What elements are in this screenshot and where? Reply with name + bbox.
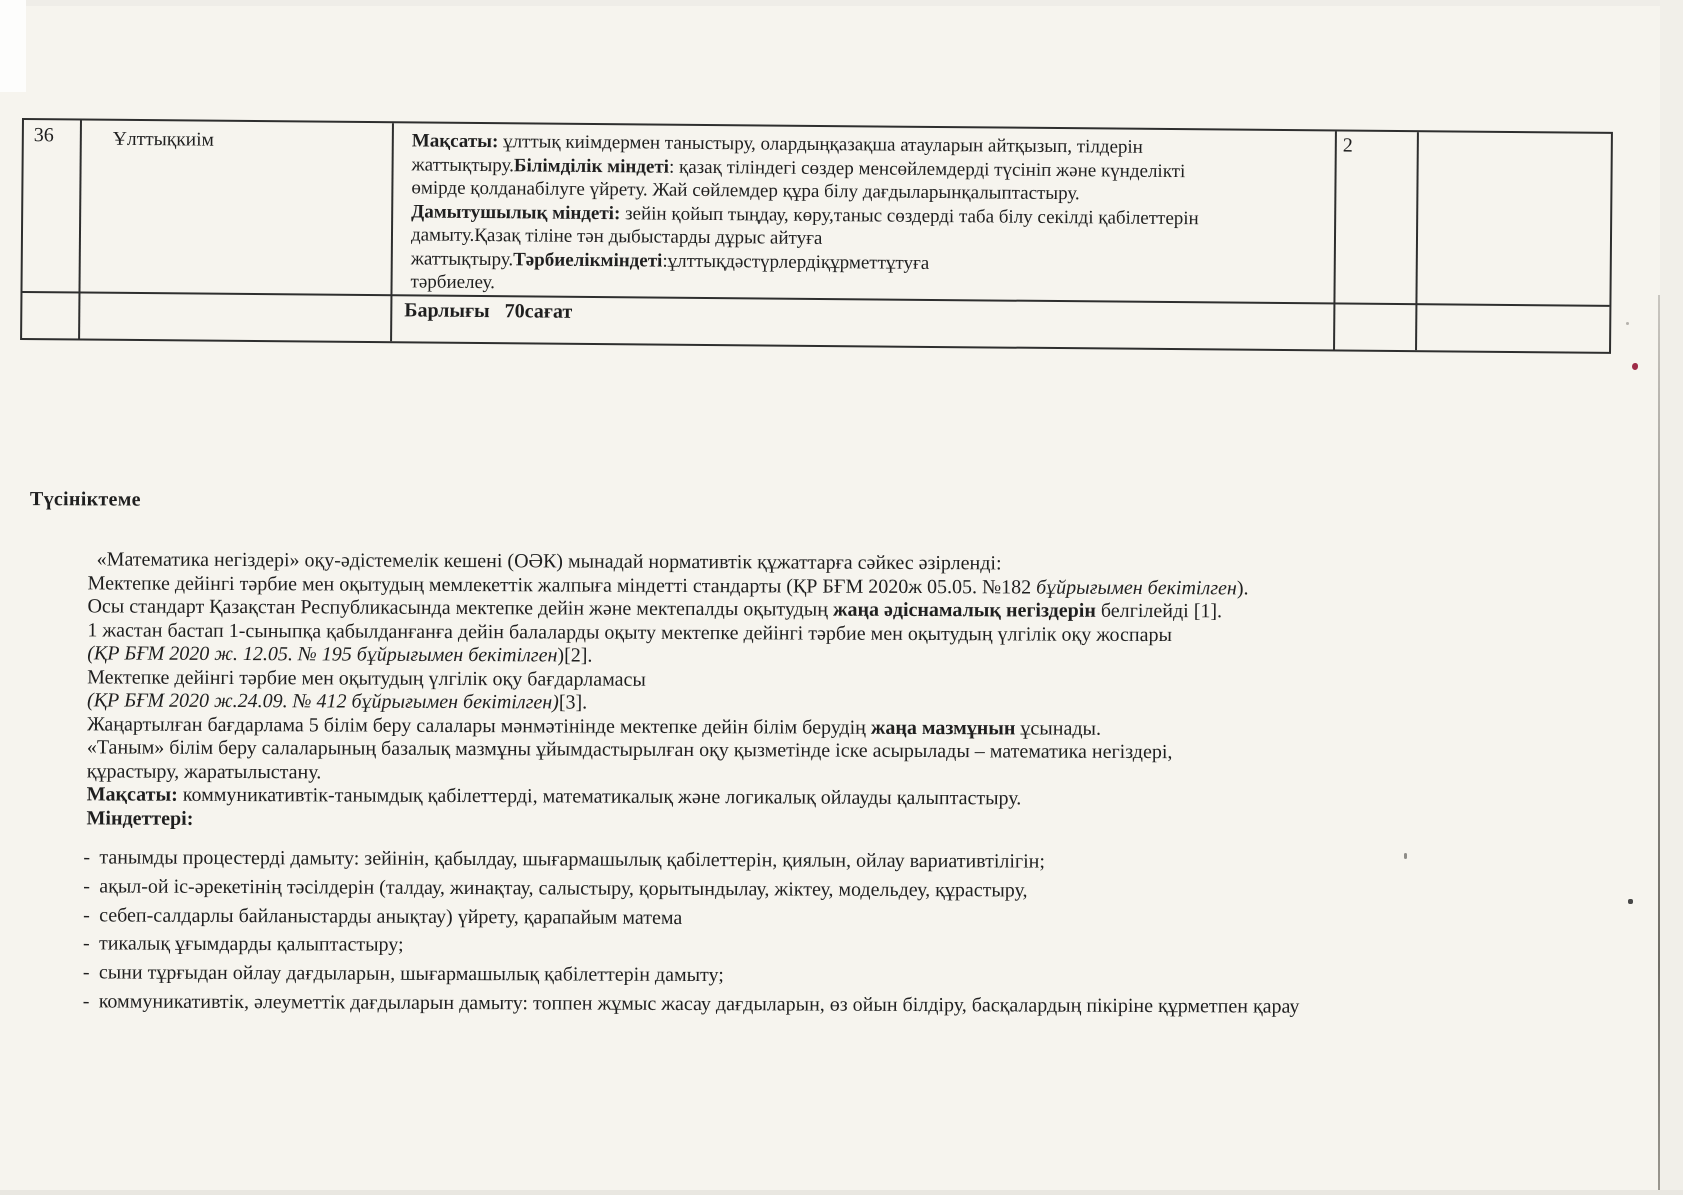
bullet-dash: -: [83, 846, 91, 869]
table-cell-row-number: 36: [33, 124, 54, 147]
scan-corner-highlight: [0, 0, 26, 92]
text-line: - коммуникативтік, әлеуметтік дағдыларын дамыту: топпен жұмыс жасау дағдыларын, өз ойын білдіру, басқалардың пікіріне құрметпен қарау: [83, 987, 1300, 1021]
text-line: - танымды процестерді дамыту: зейінін, қабылдау, шығармашылық қабілеттерін, қиялын, ойлау вариативтілігін;: [83, 843, 1300, 877]
scan-speck: [1626, 322, 1629, 325]
bullet-dash: -: [83, 875, 90, 898]
text-line: жаттықтыру.Тәрбиелікміндеті:ұлттықдәстүрлердіқұрметтұтуға: [410, 247, 930, 274]
text-line: жаттықтыру.Білімділік міндеті: қазақ тіліндегі сөздер менсөйлемдерді түсініп және күнделікті: [411, 153, 1186, 182]
table-column-divider: [78, 121, 82, 339]
text-line: Дамытушылық міндеті: зейін қойып тыңдау, көру,таныс сөздерді таба білу секілді қабілеттерін: [411, 200, 1199, 229]
curriculum-table: [20, 118, 1613, 354]
explanatory-note-section: [0, 488, 1655, 1195]
text-line: Жаңартылған бағдарлама 5 білім беру салалары мәнмәтінінде мектепке дейін білім берудің жаңа мазмұнын ұсынады.: [86, 712, 1102, 740]
note-bullet-list: [83, 843, 1300, 1021]
note-heading: Түсініктеме: [29, 488, 141, 511]
table-cell-total-hours: Барлығы 70сағат: [404, 299, 573, 323]
text-line: Осы стандарт Қазақстан Республикасында мектепке дейін және мектепалды оқытудың жаңа әдіснамалық негіздерін белгілейді [1].: [87, 595, 1223, 623]
bullet-dash: -: [82, 990, 90, 1013]
table-column-divider: [390, 123, 394, 341]
text-line: тәрбиелеу.: [410, 271, 495, 294]
note-paragraphs: [87, 548, 1249, 835]
red-ink-dot: [1632, 363, 1638, 370]
bullet-dash: -: [83, 903, 90, 926]
scan-speck: [1404, 853, 1407, 859]
text-line: (ҚР БҒМ 2020 ж. 12.05. № 195 бұйрығымен бекітілген)[2].: [87, 642, 593, 667]
table-cell-topic: Ұлттықкиім: [112, 128, 215, 151]
scan-edge-line: [1658, 295, 1660, 1190]
scan-top-band: [0, 0, 1683, 6]
text-line: - сыни тұрғыдан ойлау дағдыларын, шығармашылық қабілеттерін дамыту;: [83, 959, 1300, 993]
text-line: өмірде қолданабілуге үйрету. Жай сөйлемдер құра білу дағдыларынқалыптастыру.: [411, 177, 1080, 205]
text-line: Мақсаты: коммуникативтік-танымдық қабілеттерді, математикалық және логикалық ойлауды қалыптастыру.: [86, 783, 1022, 810]
text-line: Міндеттері:: [86, 806, 194, 830]
text-line: Мектепке дейінгі тәрбие мен оқытудың мемлекеттік жалпыға міндетті стандарты (ҚР БҒМ 2020ж 05.05. №182 бұйрығымен бекітілген).: [87, 571, 1249, 599]
table-cell-hours: 2: [1342, 134, 1353, 157]
text-line: 1 жастан бастап 1-сыныпқа қабылданғанға дейін балаларды оқыту мектепке дейінгі тәрбие мен оқытудың үлгілік оқу жоспары: [87, 618, 1173, 646]
scan-edge-strip: [1660, 0, 1683, 1190]
table-cell-description: [410, 129, 1341, 302]
scan-speck: [1628, 899, 1633, 904]
text-line: (ҚР БҒМ 2020 ж.24.09. № 412 бұйрығымен бекітілген)[3].: [87, 689, 588, 714]
bullet-dash: -: [82, 932, 90, 955]
table-column-divider: [1415, 132, 1419, 350]
text-line: - ақыл-ой іс-әрекетінің тәсілдерін (талдау, жинақтау, салыстыру, қорытындылау, жіктеу, модельдеу, құрастыру,: [83, 872, 1300, 906]
text-line: - тикалық ұғымдарды қалыптастыру;: [83, 930, 1300, 964]
text-line: «Таным» білім беру салаларының базалық мазмұны ұйымдастырылған оқу қызметінде іске асырылады – математика негіздері,: [86, 736, 1173, 764]
text-line: дамыту.Қазақ тіліне тән дыбыстарды дұрыс айтуға: [410, 224, 823, 249]
text-line: құрастыру, жаратылыстану.: [86, 759, 322, 783]
text-line: Мектепке дейінгі тәрбие мен оқытудың үлгілік оқу бағдарламасы: [87, 665, 646, 691]
bullet-dash: -: [82, 961, 90, 984]
text-line: Мақсаты: ұлттық киімдермен таныстыру, олардыңқазақша атауларын айтқызып, тілдерін: [411, 130, 1143, 158]
text-line: - себеп-салдарлы байланыстарды анықтау) үйрету, қарапайым матема: [83, 901, 1300, 935]
text-line: «Математика негіздері» оқу-әдістемелік кешені (ОӘК) мынадай нормативтік құжаттарға сәйкес әзірленді:: [96, 548, 1002, 575]
